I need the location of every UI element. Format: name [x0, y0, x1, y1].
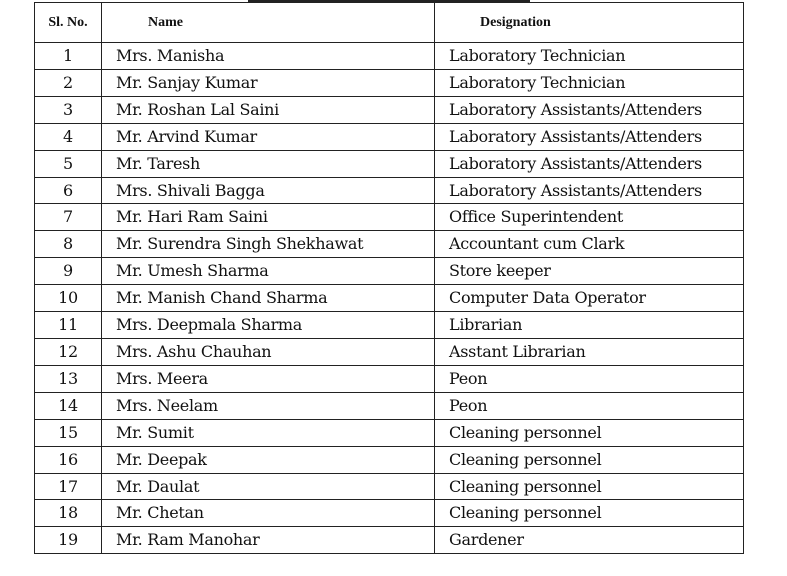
sl-cell: 3 [35, 96, 102, 123]
sl-cell: 12 [35, 338, 102, 365]
designation-cell: Cleaning personnel [435, 419, 744, 446]
table-row [35, 177, 744, 204]
sl-cell: 4 [35, 123, 102, 150]
designation-cell: Cleaning personnel [435, 473, 744, 500]
table-row [35, 150, 744, 177]
sl-cell: 10 [35, 285, 102, 312]
name-cell: Mr. Sanjay Kumar [102, 69, 435, 96]
name-cell: Mr. Chetan [102, 500, 435, 527]
sl-cell: 15 [35, 419, 102, 446]
table-row [35, 392, 744, 419]
designation-cell: Peon [435, 365, 744, 392]
name-cell: Mr. Ram Manohar [102, 527, 435, 554]
header-designation: Designation [435, 3, 744, 43]
designation-cell: Laboratory Assistants/Attenders [435, 177, 744, 204]
sl-cell: 13 [35, 365, 102, 392]
designation-cell: Computer Data Operator [435, 285, 744, 312]
name-cell: Mrs. Shivali Bagga [102, 177, 435, 204]
table-row [35, 231, 744, 258]
name-cell: Mrs. Ashu Chauhan [102, 338, 435, 365]
table-row [35, 43, 744, 70]
name-cell: Mr. Roshan Lal Saini [102, 96, 435, 123]
designation-cell: Asstant Librarian [435, 338, 744, 365]
name-cell: Mrs. Neelam [102, 392, 435, 419]
designation-cell: Laboratory Technician [435, 43, 744, 70]
designation-cell: Accountant cum Clark [435, 231, 744, 258]
name-cell: Mr. Umesh Sharma [102, 258, 435, 285]
sl-cell: 9 [35, 258, 102, 285]
sl-cell: 6 [35, 177, 102, 204]
table-row [35, 204, 744, 231]
name-cell: Mr. Daulat [102, 473, 435, 500]
table-row [35, 500, 744, 527]
name-cell: Mr. Hari Ram Saini [102, 204, 435, 231]
sl-cell: 8 [35, 231, 102, 258]
table-row [35, 285, 744, 312]
name-cell: Mr. Deepak [102, 446, 435, 473]
sl-cell: 2 [35, 69, 102, 96]
name-cell: Mr. Arvind Kumar [102, 123, 435, 150]
table-row [35, 473, 744, 500]
table-row [35, 96, 744, 123]
sl-cell: 7 [35, 204, 102, 231]
table-row [35, 338, 744, 365]
designation-cell: Laboratory Assistants/Attenders [435, 150, 744, 177]
table-row [35, 419, 744, 446]
designation-cell: Cleaning personnel [435, 446, 744, 473]
designation-cell: Laboratory Technician [435, 69, 744, 96]
designation-cell: Peon [435, 392, 744, 419]
designation-cell: Gardener [435, 527, 744, 554]
sl-cell: 11 [35, 312, 102, 339]
designation-cell: Cleaning personnel [435, 500, 744, 527]
header-sl-no: Sl. No. [35, 3, 102, 43]
designation-cell: Laboratory Assistants/Attenders [435, 96, 744, 123]
name-cell: Mrs. Deepmala Sharma [102, 312, 435, 339]
designation-cell: Store keeper [435, 258, 744, 285]
designation-cell: Office Superintendent [435, 204, 744, 231]
table-row [35, 312, 744, 339]
table-body [35, 43, 744, 554]
name-cell: Mr. Manish Chand Sharma [102, 285, 435, 312]
sl-cell: 16 [35, 446, 102, 473]
sl-cell: 5 [35, 150, 102, 177]
sl-cell: 18 [35, 500, 102, 527]
table-row [35, 365, 744, 392]
name-cell: Mr. Surendra Singh Shekhawat [102, 231, 435, 258]
table-row [35, 446, 744, 473]
table-row [35, 123, 744, 150]
table-header-row [35, 3, 744, 43]
designation-cell: Librarian [435, 312, 744, 339]
name-cell: Mr. Sumit [102, 419, 435, 446]
sl-cell: 19 [35, 527, 102, 554]
name-cell: Mrs. Manisha [102, 43, 435, 70]
sl-cell: 14 [35, 392, 102, 419]
table-row [35, 527, 744, 554]
table-row [35, 258, 744, 285]
sl-cell: 17 [35, 473, 102, 500]
designation-cell: Laboratory Assistants/Attenders [435, 123, 744, 150]
name-cell: Mrs. Meera [102, 365, 435, 392]
sl-cell: 1 [35, 43, 102, 70]
header-name: Name [102, 3, 435, 43]
table-row [35, 69, 744, 96]
staff-table [34, 2, 744, 554]
name-cell: Mr. Taresh [102, 150, 435, 177]
